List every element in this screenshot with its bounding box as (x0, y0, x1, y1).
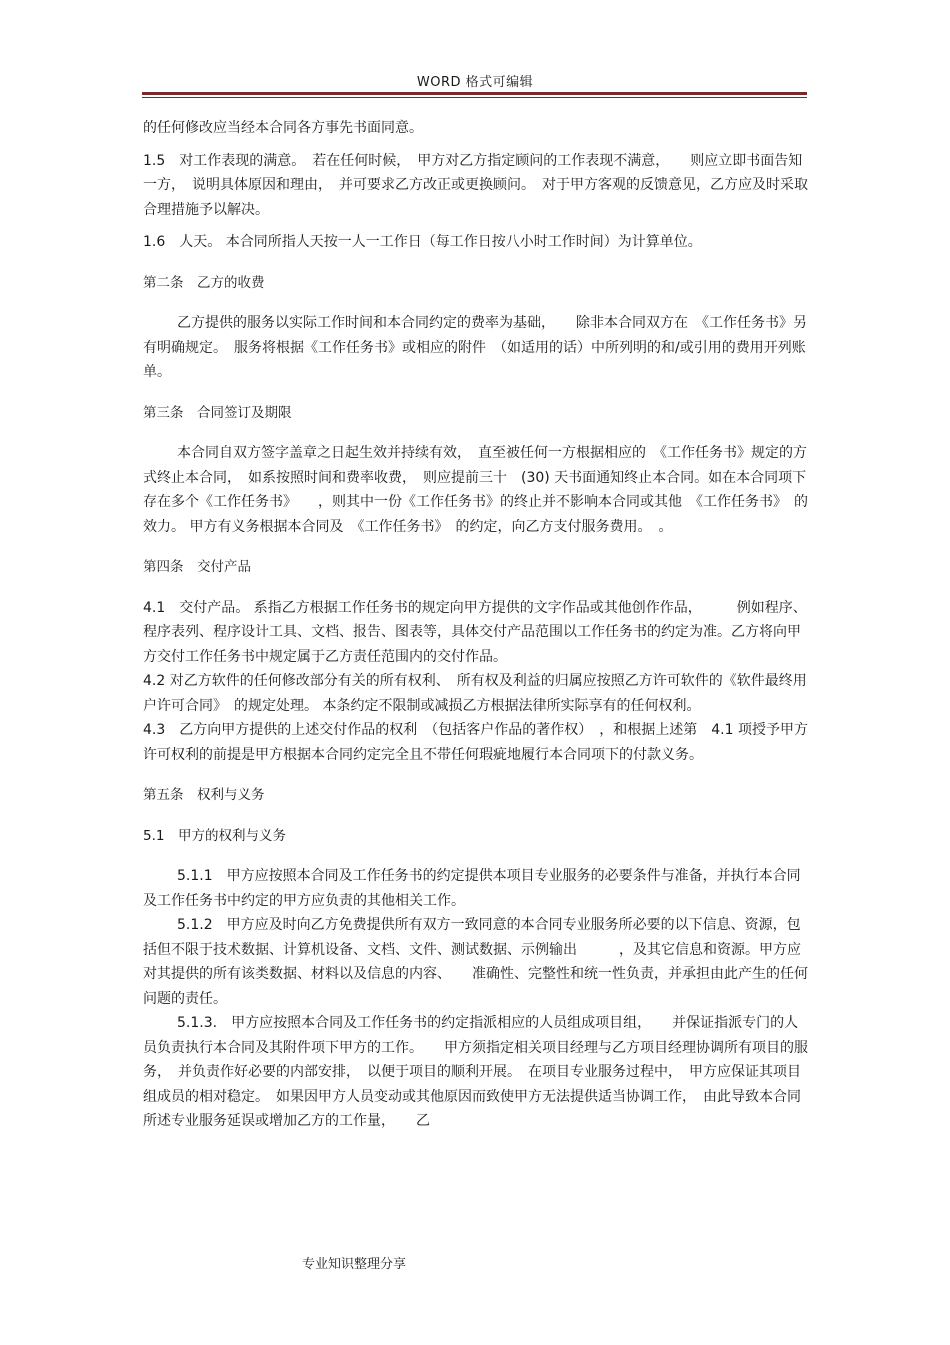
page-footer: 专业知识整理分享 (302, 1257, 407, 1272)
article-3-body: 本合同自双方签字盖章之日起生效并持续有效， 直至被任何一方根据相应的 《工作任务书》规定的方式终止本合同， 如系按照时间和费率收费， 则应提前三十 (30) 天书面通知终止本合同。如在本合同项下存在多个《工作任务书》 ，则其中一份《工作任务书》的终止并不影响本合同或其他 《工作任务书》 的效力。 甲方有义务根据本合同及 《工作任务书》 的约定，向乙方支付服务费用。 。 (143, 445, 808, 535)
header-rule-thin (142, 97, 807, 98)
article-2-heading: 第二条 乙方的收费 (143, 274, 265, 291)
section-5-1-heading: 5.1 甲方的权利与义务 (143, 827, 286, 844)
clause-5-1-3: 5.1.3. 甲方应按照本合同及工作任务书的约定指派相应的人员组成项目组， 并保证指派专门的人员负责执行本合同及其附件项下甲方的工作。 甲方须指定相关项目经理与乙方项目经理协调所有项目的服务， 并负责作好必要的内部安排， 以便于项目的顺利开展。 在项目专业服务过程中， 甲方应保证其项目组成员的相对稳定。 如果因甲方人员变动或其他原因而致使甲方无法提供适当协调工作， 由此导致本合同所述专业服务延误或增加乙方的工作量， 乙 (143, 1015, 808, 1129)
article-4-heading: 第四条 交付产品 (143, 559, 251, 575)
paragraph-continuation: 的任何修改应当经本合同各方事先书面同意。 (143, 120, 423, 136)
document-body (143, 116, 808, 1134)
clause-4-1: 4.1 交付产品。 系指乙方根据工作任务书的规定向甲方提供的文字作品或其他创作作品， 例如程序、程序表列、程序设计工具、文档、报告、图表等，具体交付产品范围以工作任务书的约定为准。乙方将向甲方交付工作任务书中规定属于乙方责任范围内的交付作品。 (143, 599, 807, 665)
header-title: WORD 格式可编辑 (416, 75, 534, 90)
article-2-body: 乙方提供的服务以实际工作时间和本合同约定的费率为基础， 除非本合同双方在 《工作任务书》另有明确规定。 服务将根据《工作任务书》或相应的附件 （如适用的话）中所列明的和/或引用的费用开列账单。 (143, 315, 807, 380)
header-rule-thick (142, 92, 807, 95)
clause-4-3: 4.3 乙方向甲方提供的上述交付作品的权利 （包括客户作品的著作权） ，和根据上述第 4.1 项授予甲方许可权利的前提是甲方根据本合同约定完全且不带任何瑕疵地履行本合同项下的付款义务。 (143, 722, 808, 763)
clause-1-6: 1.6 人天。 本合同所指人天按一人一工作日（每工作日按八小时工作时间）为计算单位。 (143, 234, 702, 250)
article-5-heading: 第五条 权利与义务 (143, 787, 265, 803)
clause-4-2: 4.2 对乙方软件的任何修改部分有关的所有权利、 所有权及利益的归属应按照乙方许可软件的《软件最终用户许可合同》 的规定处理。 本条约定不限制或减损乙方根据法律所实际享有的任何权利。 (143, 673, 807, 714)
clause-1-5: 1.5 对工作表现的满意。 若在任何时候， 甲方对乙方指定顾问的工作表现不满意， 则应立即书面告知一方， 说明具体原因和理由， 并可要求乙方改正或更换顾问。 对于甲方客观的反馈意见，乙方应及时采取合理措施予以解决。 (143, 152, 808, 218)
article-3-heading: 第三条 合同签订及期限 (143, 404, 292, 421)
clause-5-1-1: 5.1.1 甲方应按照本合同及工作任务书的约定提供本项目专业服务的必要条件与准备，并执行本合同及工作任务书中约定的甲方应负责的其他相关工作。 (143, 868, 801, 909)
clause-5-1-2: 5.1.2 甲方应及时向乙方免费提供所有双方一致同意的本合同专业服务所必要的以下信息、资源，包括但不限于技术数据、计算机设备、文档、文件、测试数据、示例输出 ，及其它信息和资源。甲方应对其提供的所有该类数据、材料以及信息的内容、 准确性、完整性和统一性负责，并承担由此产生的任何问题的责任。 (143, 917, 808, 1007)
